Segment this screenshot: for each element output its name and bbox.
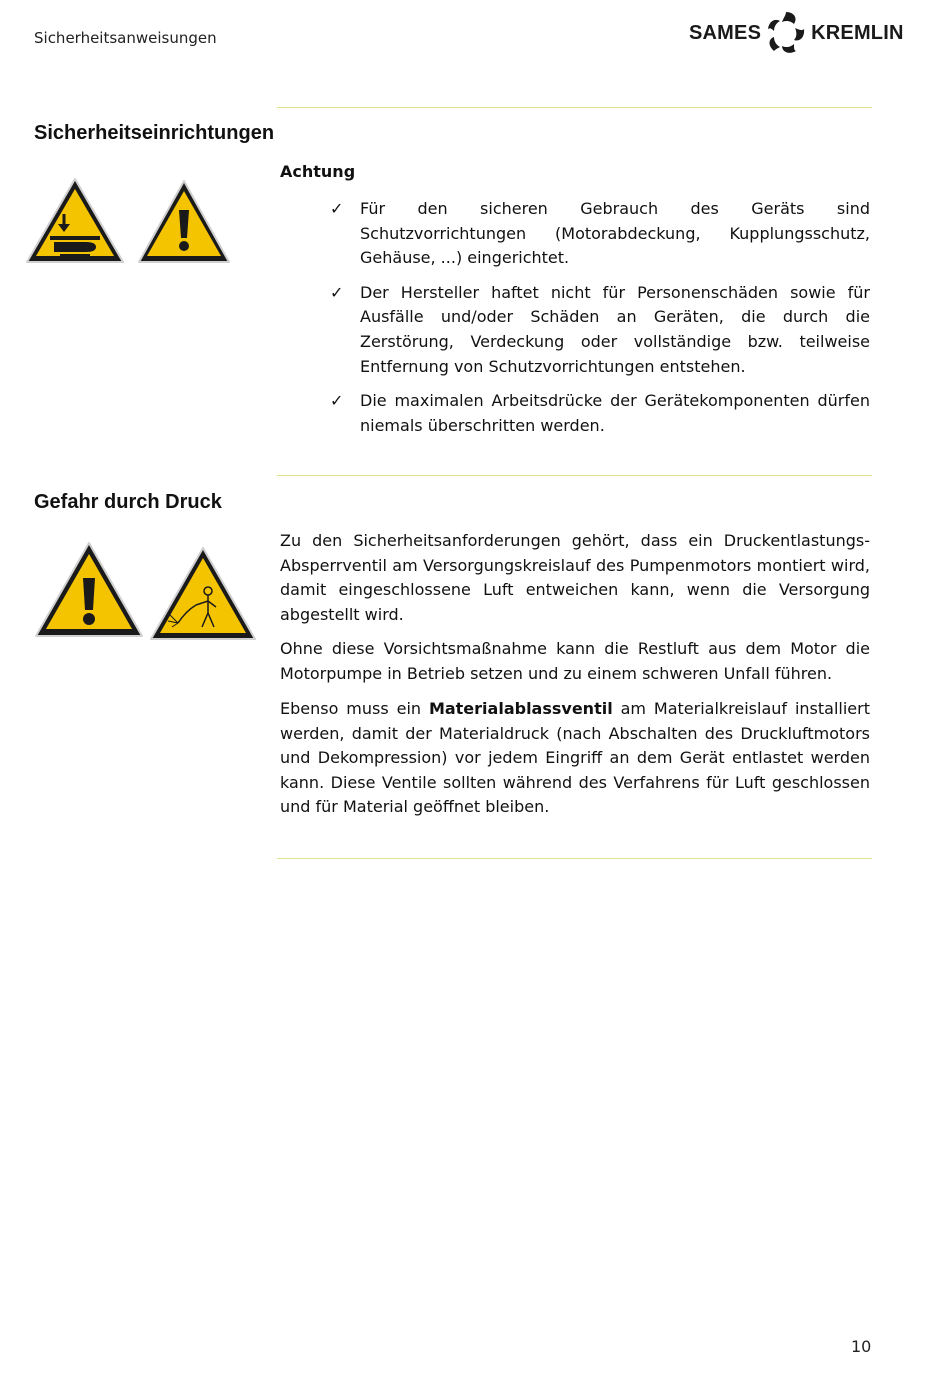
page-number: 10	[851, 1337, 872, 1356]
hand-crush-warning-icon	[24, 176, 126, 266]
general-warning-icon	[136, 178, 232, 266]
sames-kremlin-logo	[689, 8, 911, 58]
section-divider	[277, 107, 872, 108]
paragraph-pressure-relief: Zu den Sicherheitsanforderungen gehört, dass ein Druckentlastungs-Absperrventil am Versorgungskreislauf des Pumpenmotors montiert wird, damit eingeschlossene Luft entweichen kann, wenn die Versorgung abgestellt wird.	[280, 531, 870, 624]
section-divider	[277, 475, 872, 476]
bold-term-materialablassventil: Materialablassventil	[428, 699, 613, 718]
para-text: am Materialkreislauf installiert werden, damit der Materialdruck (nach Abschalten des Druckluftmotors und Dekompression) vor jedem Eingriff an dem Gerät entlastet werden kann. Diese Ventile sollten während des Verfahrens für Luft geschlossen und für Material geöffnet bleiben.	[280, 699, 870, 817]
bullet-item	[330, 389, 870, 438]
section-divider	[277, 858, 872, 859]
checkmark-icon: ✓	[330, 391, 344, 411]
section-title-pressure-hazard: Gefahr durch Druck	[34, 491, 222, 513]
logo-swirl-icon	[764, 9, 808, 57]
bullet-item	[330, 197, 870, 271]
bullet-text: Für den sicheren Gebrauch des Geräts sind Schutzvorrichtungen (Motorabdeckung, Kupplungsschutz, Gehäuse, ...) eingerichtet.	[360, 199, 870, 268]
logo-text-right: KREMLIN	[811, 21, 904, 44]
para-text: Ebenso muss ein	[280, 699, 429, 718]
high-pressure-spray-warning-icon	[148, 545, 258, 643]
paragraph-material-valve	[280, 697, 870, 820]
bullet-text: Der Hersteller haftet nicht für Personenschäden sowie für Ausfälle und/oder Schäden an Geräten, die durch die Zerstörung, Verdeckung oder vollständige bzw. teilweise Entfernung von Schutzvorrichtungen entstehen.	[360, 282, 870, 376]
section-title-safety-devices: Sicherheitseinrichtungen	[34, 122, 275, 144]
bullet-text: Die maximalen Arbeitsdrücke der Gerätekomponenten dürfen niemals überschritten werden.	[360, 391, 870, 435]
logo-text-left: SAMES	[689, 21, 762, 44]
subheading-achtung: Achtung	[280, 162, 356, 181]
checkmark-icon: ✓	[330, 199, 344, 218]
paragraph-residual-air: Ohne diese Vorsichtsmaßnahme kann die Restluft aus dem Motor die Motorpumpe in Betrieb setzen und zu einem schweren Unfall führen.	[280, 639, 870, 683]
document-header-title: Sicherheitsanweisungen	[34, 29, 217, 47]
safety-bullet-list	[330, 197, 870, 448]
checkmark-icon: ✓	[330, 282, 344, 302]
general-warning-icon	[33, 540, 145, 640]
bullet-item	[330, 281, 870, 379]
